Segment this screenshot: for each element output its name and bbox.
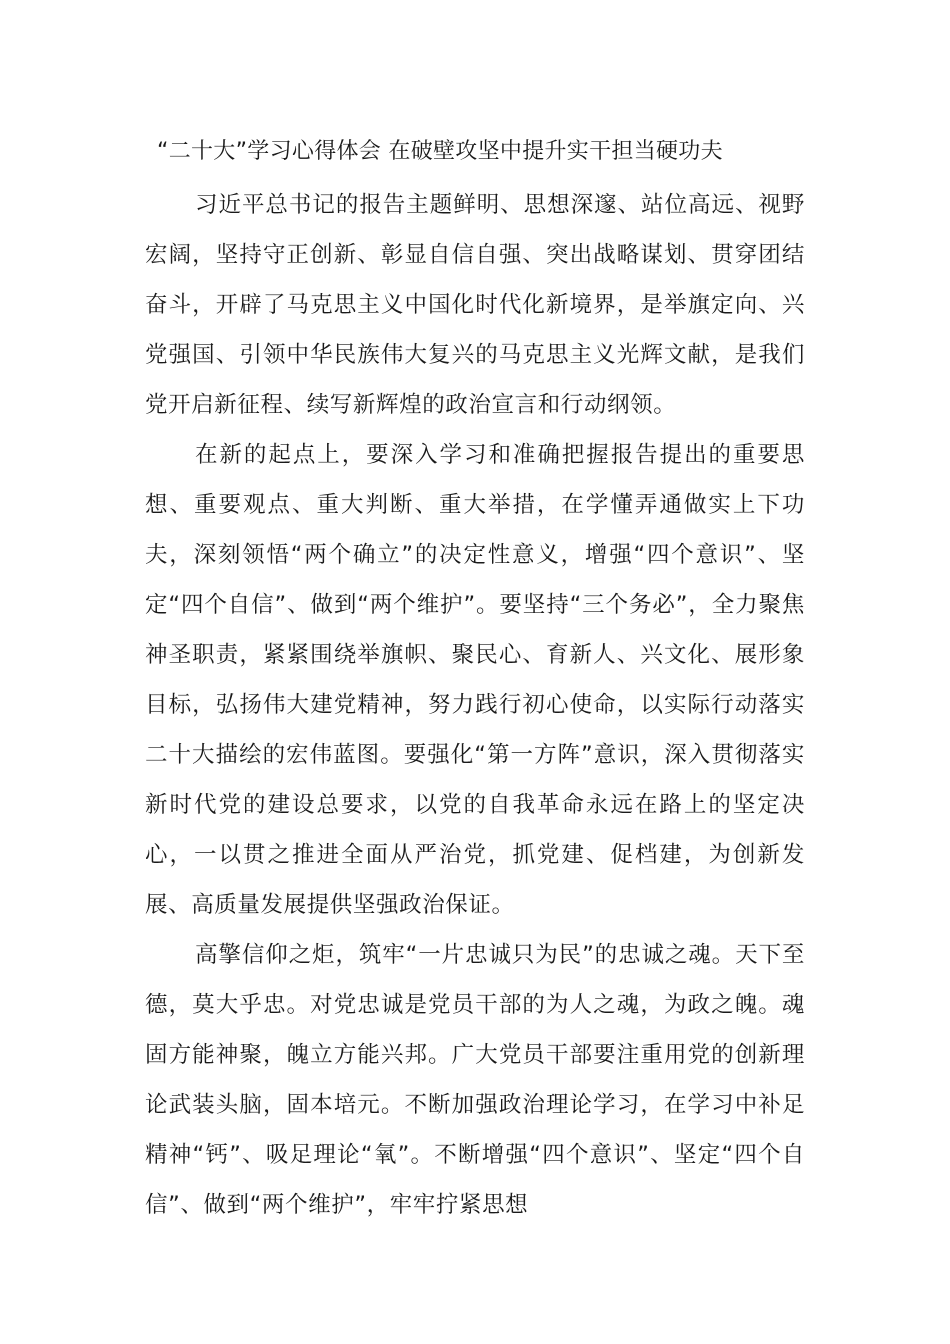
document-title: “二十大”学习心得体会 在破壁攻坚中提升实干担当硬功夫 — [157, 139, 723, 164]
document-body — [145, 132, 805, 1230]
paragraph-1: 习近平总书记的报告主题鲜明、思想深邃、站位高远、视野宏阔，坚持守正创新、彰显自信自强、突出战略谋划、贯穿团结奋斗，开辟了马克思主义中国化时代化新境界，是举旗定向、兴党强国、引领中华民族伟大复兴的马克思主义光辉文献，是我们党开启新征程、续写新辉煌的政治宣言和行动纲领。 — [145, 192, 805, 418]
paragraph-2: 在新的起点上，要深入学习和准确把握报告提出的重要思想、重要观点、重大判断、重大举措，在学懂弄通做实上下功夫，深刻领悟“两个确立”的决定性意义，增强“四个意识”、坚定“四个自信”、做到“两个维护”。要坚持“三个务必”，全力聚焦神圣职责，紧紧围绕举旗帜、聚民心、育新人、兴文化、展形象目标，弘扬伟大建党精神，努力践行初心使命，以实际行动落实二十大描绘的宏伟蓝图。要强化“第一方阵”意识，深入贯彻落实新时代党的建设总要求，以党的自我革命永远在路上的坚定决心，一以贯之推进全面从严治党，抓党建、促档建，为创新发展、高质量发展提供坚强政治保证。 — [145, 442, 805, 918]
paragraph-3: 高擎信仰之炬，筑牢“一片忠诚只为民”的忠诚之魂。天下至德，莫大乎忠。对党忠诚是党员干部的为人之魂，为政之魄。魂固方能神聚，魄立方能兴邦。广大党员干部要注重用党的创新理论武装头脑，固本培元。不断加强政治理论学习，在学习中补足精神“钙”、吸足理论“氧”。不断增强“四个意识”、坚定“四个自信”、做到“两个维护”，牢牢拧紧思想 — [145, 942, 805, 1218]
